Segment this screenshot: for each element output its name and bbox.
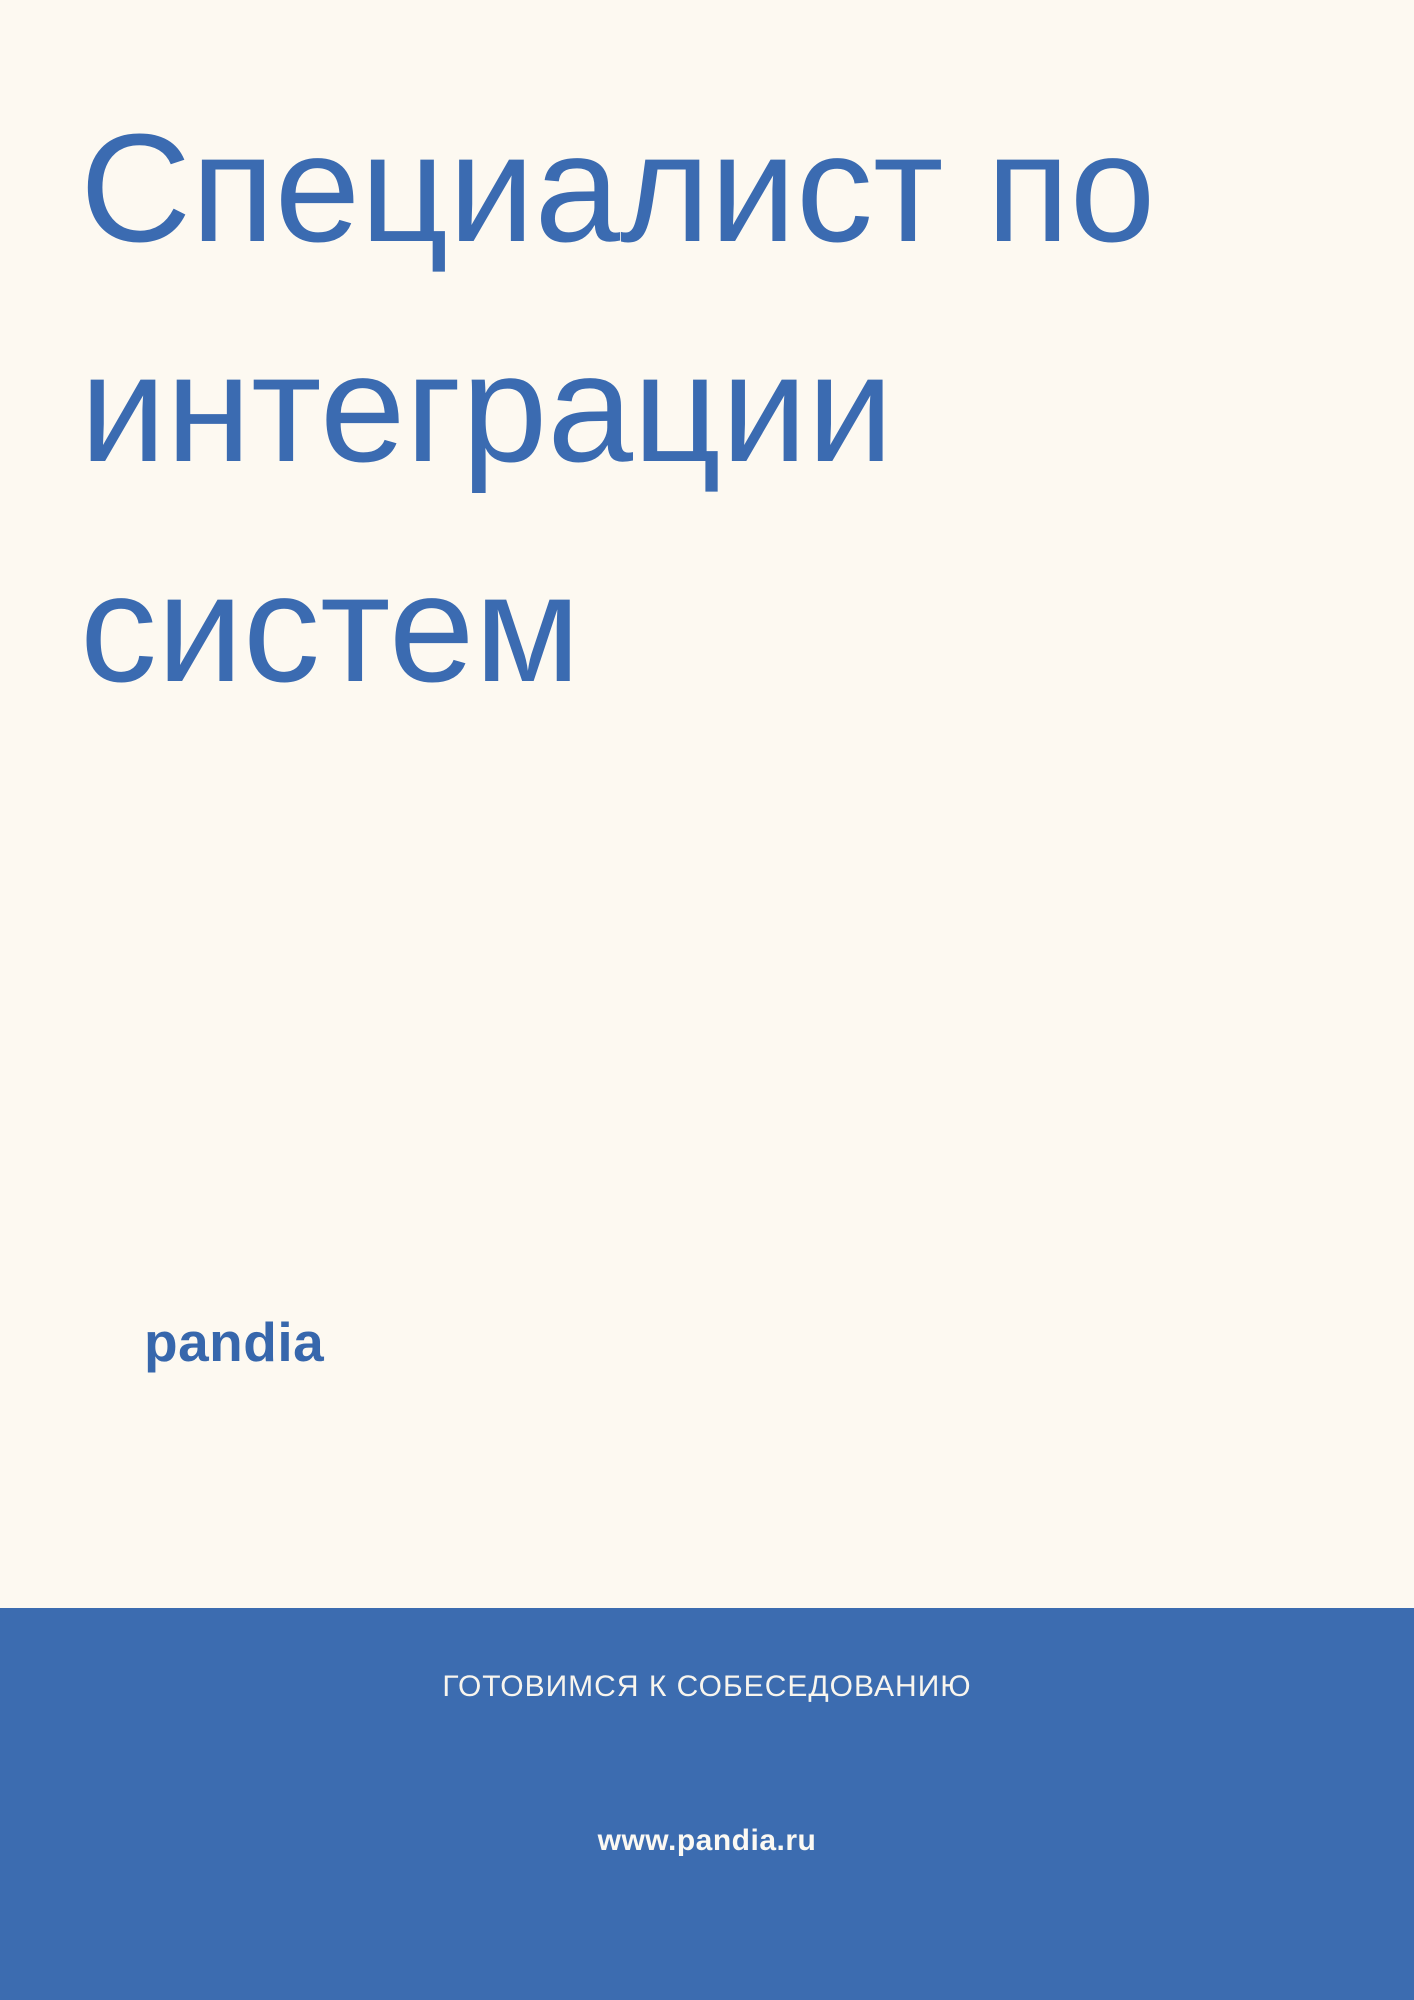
footer-url: www.pandia.ru bbox=[597, 1824, 817, 1857]
title-line-1: Специалист по bbox=[80, 102, 1156, 274]
title-line-2: интеграции bbox=[80, 322, 894, 494]
footer-tagline: ГОТОВИМСЯ К СОБЕСЕДОВАНИЮ bbox=[442, 1670, 972, 1703]
page-title bbox=[80, 78, 1155, 738]
pandia-logo: pandia bbox=[144, 1311, 325, 1373]
title-line-3: систем bbox=[80, 542, 581, 714]
footer-band bbox=[0, 1608, 1414, 2000]
